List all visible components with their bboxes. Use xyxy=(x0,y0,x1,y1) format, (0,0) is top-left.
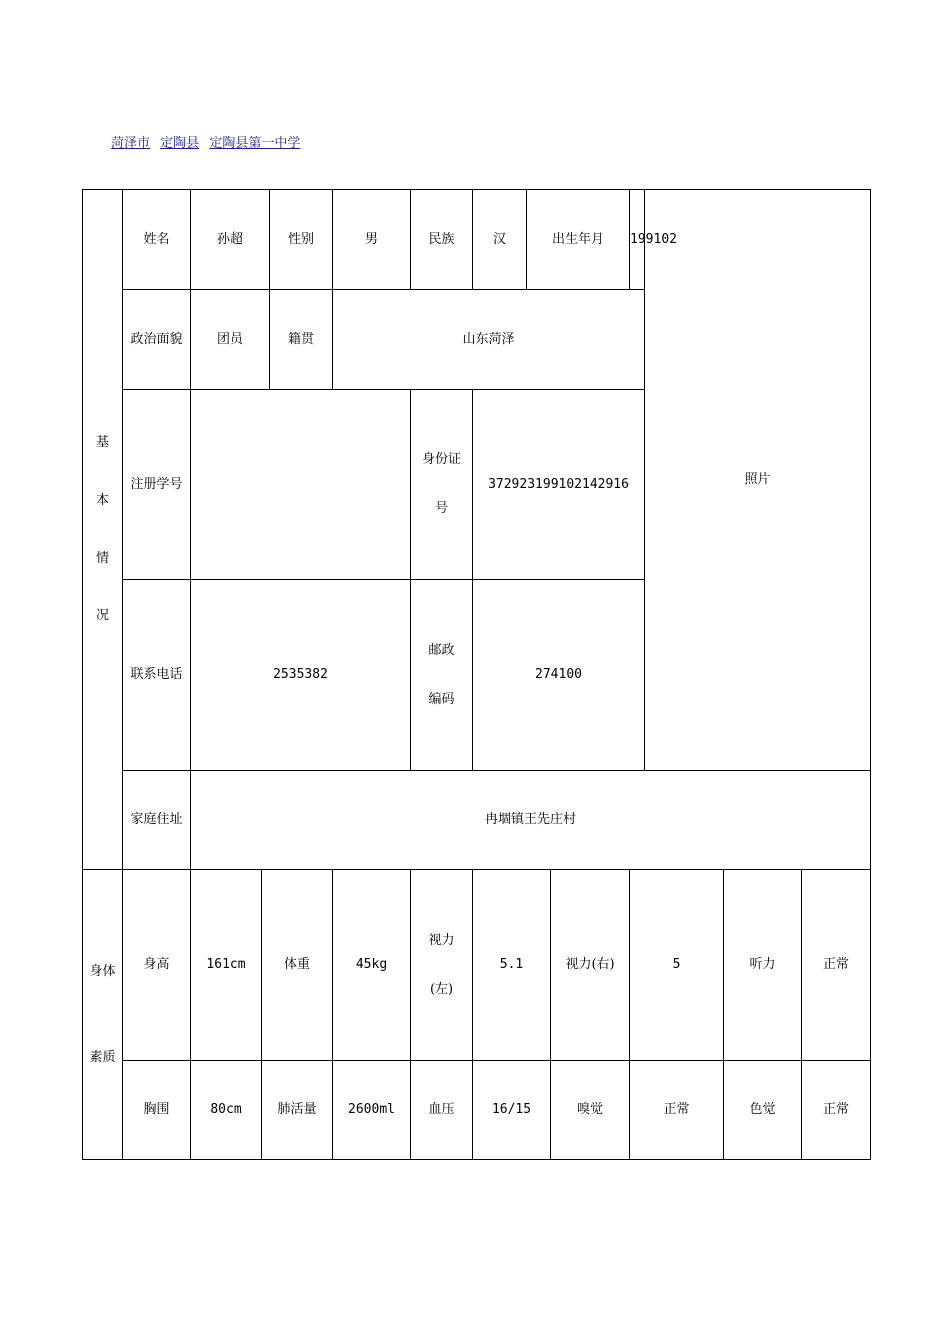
height-label: 身高 xyxy=(123,870,191,1061)
breadcrumb-link-county[interactable]: 定陶县 xyxy=(160,136,200,151)
phone-value: 2535382 xyxy=(191,580,411,771)
political-status-value: 团员 xyxy=(191,290,270,390)
name-label: 姓名 xyxy=(123,190,191,290)
ethnicity-value: 汉 xyxy=(473,190,527,290)
breadcrumb-link-city[interactable]: 菏泽市 xyxy=(111,136,151,151)
breadcrumb xyxy=(111,132,306,151)
postal-code-label: 邮政 编码 xyxy=(411,580,473,771)
native-place-value: 山东菏泽 xyxy=(333,290,645,390)
native-place-label: 籍贯 xyxy=(270,290,333,390)
home-address-label: 家庭住址 xyxy=(123,771,191,870)
lung-capacity-label: 肺活量 xyxy=(262,1061,333,1160)
chest-label: 胸围 xyxy=(123,1061,191,1160)
registration-number-value xyxy=(191,390,411,580)
phone-label: 联系电话 xyxy=(123,580,191,771)
color-vision-label: 色觉 xyxy=(724,1061,802,1160)
breadcrumb-link-school[interactable]: 定陶县第一中学 xyxy=(209,136,301,151)
vision-left-value: 5.1 xyxy=(473,870,551,1061)
vision-left-label: 视力 (左) xyxy=(411,870,473,1061)
ethnicity-label: 民族 xyxy=(411,190,473,290)
gender-value: 男 xyxy=(333,190,411,290)
photo-cell: 照片 xyxy=(645,190,871,771)
vision-right-label: 视力(右) xyxy=(551,870,630,1061)
birth-value: 199102 xyxy=(630,190,645,290)
id-number-value: 372923199102142916 xyxy=(473,390,645,580)
weight-value: 45kg xyxy=(333,870,411,1061)
lung-capacity-value: 2600ml xyxy=(333,1061,411,1160)
blood-pressure-label: 血压 xyxy=(411,1061,473,1160)
birth-label: 出生年月 xyxy=(527,190,630,290)
political-status-label: 政治面貌 xyxy=(123,290,191,390)
physical-section-label: 身体 素质 xyxy=(83,870,123,1160)
chest-value: 80cm xyxy=(191,1061,262,1160)
postal-code-value: 274100 xyxy=(473,580,645,771)
registration-number-label: 注册学号 xyxy=(123,390,191,580)
name-value: 孙超 xyxy=(191,190,270,290)
color-vision-value: 正常 xyxy=(802,1061,871,1160)
student-info-table xyxy=(82,189,871,1160)
weight-label: 体重 xyxy=(262,870,333,1061)
vision-right-value: 5 xyxy=(630,870,724,1061)
basic-info-section-label: 基 本 情 况 xyxy=(83,190,123,870)
hearing-label: 听力 xyxy=(724,870,802,1061)
home-address-value: 冉堌镇王先庄村 xyxy=(191,771,871,870)
smell-label: 嗅觉 xyxy=(551,1061,630,1160)
smell-value: 正常 xyxy=(630,1061,724,1160)
hearing-value: 正常 xyxy=(802,870,871,1061)
gender-label: 性别 xyxy=(270,190,333,290)
blood-pressure-value: 16/15 xyxy=(473,1061,551,1160)
id-number-label: 身份证 号 xyxy=(411,390,473,580)
height-value: 161cm xyxy=(191,870,262,1061)
